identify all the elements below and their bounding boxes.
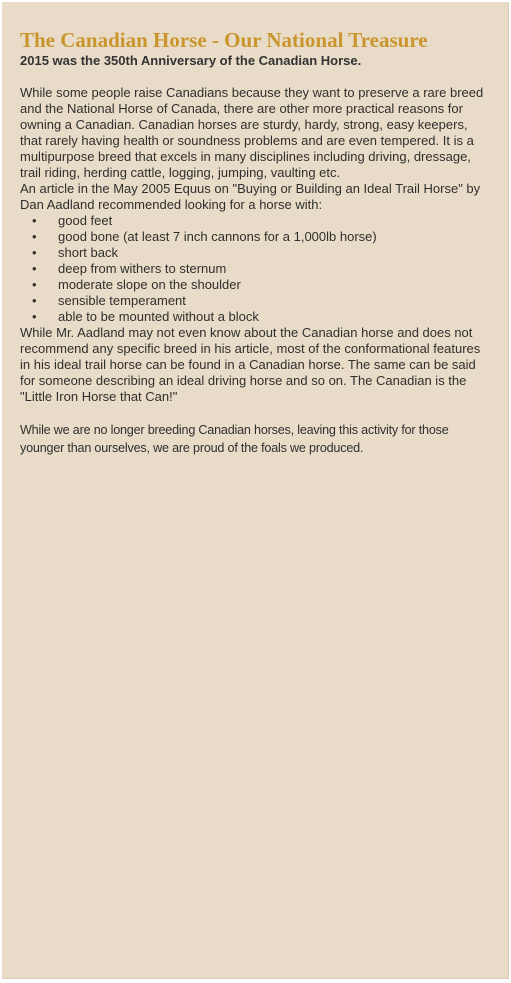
- list-item: [20, 229, 490, 245]
- bullet-icon: •: [32, 245, 37, 260]
- article-content: [20, 2, 490, 457]
- article-paragraph: An article in the May 2005 Equus on "Buying or Building an Ideal Trail Horse" by Dan Aadland recommended looking for a horse with:: [20, 181, 481, 212]
- page-title: The Canadian Horse - Our National Treasure: [20, 28, 428, 52]
- trait-text: short back: [58, 245, 118, 260]
- list-item: [20, 213, 490, 229]
- bullet-icon: •: [32, 261, 37, 276]
- trait-text: able to be mounted without a block: [58, 309, 259, 324]
- anniversary-heading: 2015 was the 350th Anniversary of the Canadian Horse.: [20, 53, 362, 68]
- trait-list: [20, 213, 490, 325]
- intro-paragraph: While some people raise Canadians because they want to preserve a rare breed and the National Horse of Canada, there are other more practical reasons for owning a Canadian. Canadian horses are sturdy, hardy, strong, easy keepers, that rarely having health or soundness problems and are even tempered. It is a multipurpose breed that excels in many disciplines including driving, dressage, trail riding, herding cattle, logging, jumping, vaulting etc.: [20, 85, 484, 180]
- bullet-icon: •: [32, 229, 37, 244]
- spacer: [20, 405, 490, 421]
- bullet-icon: •: [32, 213, 37, 228]
- trait-text: deep from withers to sternum: [58, 261, 227, 276]
- trait-text: good feet: [58, 213, 113, 228]
- list-item: [20, 293, 490, 309]
- trait-text: moderate slope on the shoulder: [58, 277, 241, 292]
- list-item: [20, 309, 490, 325]
- bullet-icon: •: [32, 293, 37, 308]
- bullet-icon: •: [32, 309, 37, 324]
- trait-text: good bone (at least 7 inch cannons for a 1,000lb horse): [58, 229, 377, 244]
- bullet-icon: •: [32, 277, 37, 292]
- closing-paragraph: While we are no longer breeding Canadian horses, leaving this activity for those younger than ourselves, we are proud of the foals we produced.: [20, 423, 449, 455]
- list-item: [20, 245, 490, 261]
- list-item: [20, 261, 490, 277]
- aadland-paragraph: While Mr. Aadland may not even know about the Canadian horse and does not recommend any specific breed in his article, most of the conformational features in his ideal trail horse can be found in a Canadian horse. The same can be said for someone describing an ideal driving horse and so on. The Canadian is the "Little Iron Horse that Can!": [20, 325, 481, 404]
- list-item: [20, 277, 490, 293]
- trait-text: sensible temperament: [58, 293, 186, 308]
- spacer: [20, 69, 490, 85]
- content-panel: [2, 2, 509, 979]
